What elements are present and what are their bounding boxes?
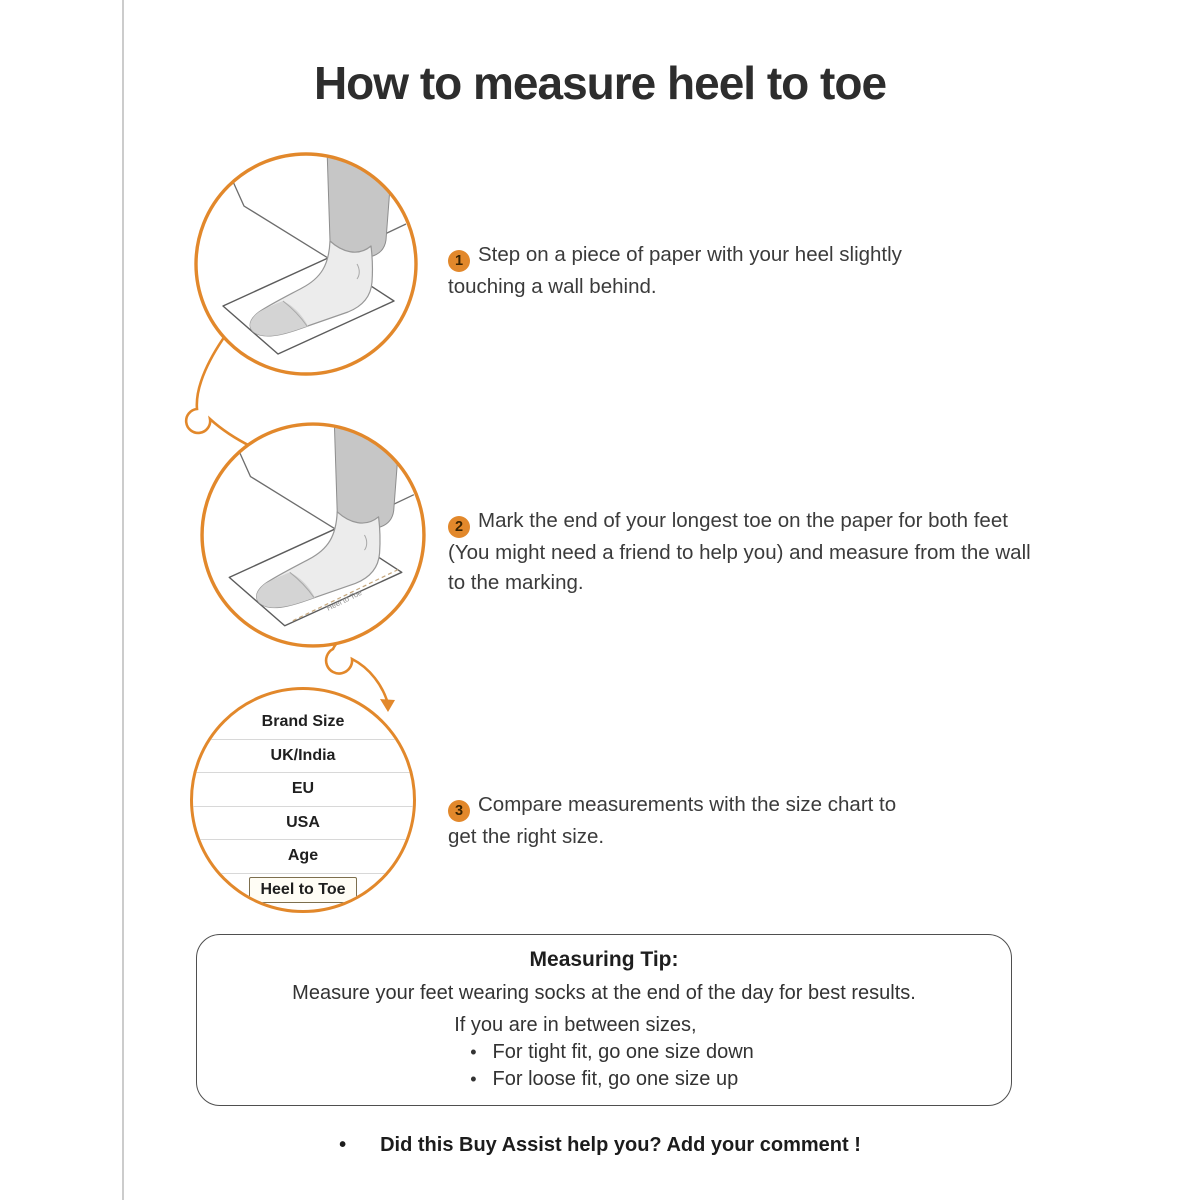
measuring-tip-box: [196, 934, 1012, 1106]
step-3: [448, 790, 928, 852]
measuring-tip-title: Measuring Tip:: [529, 948, 679, 971]
step-2: [448, 506, 1040, 598]
bullet-icon: •: [339, 1134, 347, 1156]
bullet-icon: •: [470, 1069, 477, 1089]
connector-arrowhead-icon: [380, 699, 395, 712]
foot-on-paper-icon: [202, 418, 424, 646]
heel-to-toe-highlight-box: Heel to Toe: [249, 877, 356, 903]
size-chart-rows: [193, 690, 413, 906]
measuring-tip-intro: If you are in between sizes,: [454, 1014, 697, 1036]
tip-bullet-loose-fit-text: For loose fit, go one size up: [492, 1068, 739, 1090]
step3-size-chart-circle: [190, 687, 416, 913]
step-3-number-badge: 3: [448, 800, 470, 822]
step2-illustration: [196, 418, 430, 652]
step-1-number-badge: 1: [448, 250, 470, 272]
bullet-icon: •: [470, 1042, 477, 1062]
size-chart-row-brand-size: Brand Size: [261, 713, 345, 730]
measure-label: Heel to Toe: [325, 587, 364, 613]
foot-on-paper-icon: [196, 148, 416, 374]
tip-bullet-loose-fit: [454, 1066, 754, 1093]
measuring-tip-sizes-group: [454, 1012, 754, 1093]
step-2-number-badge: 2: [448, 516, 470, 538]
tip-bullet-tight-fit-text: For tight fit, go one size down: [492, 1041, 754, 1063]
size-chart-row-eu: EU: [193, 772, 413, 806]
size-chart-row-usa: USA: [193, 806, 413, 840]
footer-note-text: Did this Buy Assist help you? Add your comment !: [380, 1134, 861, 1156]
tip-bullet-tight-fit: [454, 1039, 754, 1066]
page-title: How to measure heel to toe: [313, 57, 887, 109]
step1-illustration: [190, 148, 422, 380]
size-chart-row-uk-india: UK/India: [193, 739, 413, 773]
step-1: [448, 240, 926, 302]
step-1-text: Step on a piece of paper with your heel slightly touching a wall behind.: [448, 242, 902, 298]
size-chart-row-age: Age: [193, 839, 413, 873]
footer-note: [0, 1134, 1200, 1157]
step-2-text: Mark the end of your longest toe on the paper for both feet (You might need a friend to help you) and measure from the wall to the marking.: [448, 508, 1031, 594]
measuring-tip-line1: Measure your feet wearing socks at the end of the day for best results.: [292, 982, 916, 1004]
step-3-text: Compare measurements with the size chart to get the right size.: [448, 792, 897, 848]
